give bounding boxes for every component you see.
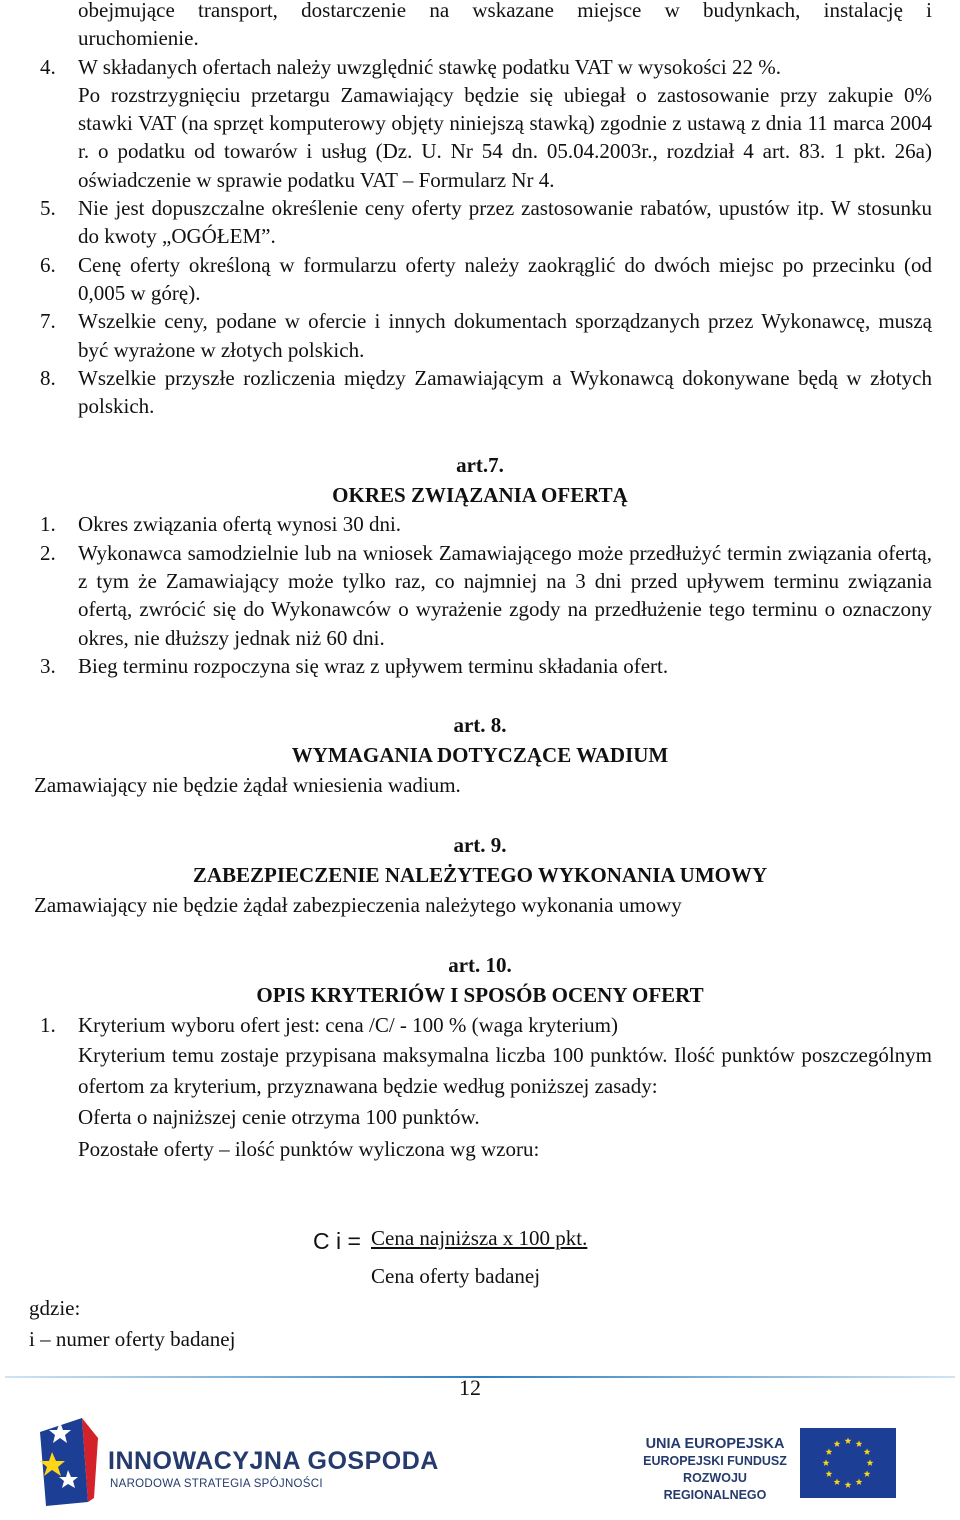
- criteria-description: Kryterium temu zostaje przypisana maksymalna liczba 100 punktów. Ilość punktów poszczególnym ofertom za kryterium, przyznawana będzie według poniższej zasady:: [78, 1043, 932, 1098]
- spacer: [0, 920, 960, 950]
- list-item-number: 1.: [40, 512, 56, 537]
- list-item-text: Cenę oferty określoną w formularzu oferty należy zaokrąglić do dwóch miejsc po przecinku (od 0,005 w górę).: [78, 252, 932, 305]
- list-item-text: Wszelkie przyszłe rozliczenia między Zamawiającym a Wykonawcą dokonywane będą w złotych polskich.: [78, 365, 932, 419]
- logo-right-text: [630, 1436, 800, 1504]
- list-item-text: Okres związania ofertą wynosi 30 dni.: [78, 512, 402, 537]
- article-8-title: WYMAGANIA DOTYCZĄCE WADIUM: [291, 743, 669, 768]
- article-7-title: OKRES ZWIĄZANIA OFERTĄ: [332, 483, 628, 508]
- list-item: [0, 194, 960, 251]
- list-item: [0, 364, 960, 421]
- list-item-text: Wykonawca samodzielnie lub na wniosek Zamawiającego może przedłużyć termin związania ofertą, z tym że Zamawiający może tylko raz, co najmniej na 3 dni przed upływem terminu związania ofertą, zwrócić się do Wykonawców o wyrażenie zgody na przedłużenie tego terminu o oznaczony okres, nie dłuższy jednak niż 60 dni.: [78, 540, 932, 650]
- list-item-text: W składanych ofertach należy uwzględnić stawkę podatku VAT w wysokości 22 %.: [78, 54, 781, 79]
- article-7-number: art.7.: [456, 453, 504, 478]
- list-item-number: 2.: [40, 540, 56, 565]
- formula-denominator: Cena oferty badanej: [371, 1264, 541, 1288]
- list-item-number: 6.: [40, 252, 56, 277]
- logo-left-subtitle: NARODOWA STRATEGIA SPÓJNOŚCI: [110, 1478, 323, 1490]
- list-item-text: Nie jest dopuszczalne określenie ceny oferty przez zastosowanie rabatów, upustów itp. W stosunku do kwoty „OGÓŁEM”.: [78, 196, 932, 249]
- list-item-text: Bieg terminu rozpoczyna się wraz z upływem terminu składania ofert.: [78, 653, 669, 678]
- list-item-text: Wszelkie ceny, podane w ofercie i innych dokumentach sporządzanych przez Wykonawcę, muszą być wyrażone w złotych polskich.: [78, 309, 932, 362]
- article-10-title: OPIS KRYTERIÓW I SPOSÓB OCENY OFERT: [256, 983, 704, 1008]
- article-10-number: art. 10.: [448, 953, 512, 978]
- list-item: [0, 251, 960, 308]
- eu-fund-logo: [630, 1428, 895, 1502]
- innowacyjna-gospodarka-logo: [38, 1412, 439, 1508]
- list-item-number: 4.: [40, 54, 56, 79]
- article-9-title: ZABEZPIECZENIE NALEŻYTEGO WYKONANIA UMOWY: [192, 863, 768, 888]
- list-item: [0, 307, 960, 364]
- criteria-lowest-price: Oferta o najniższej cenie otrzyma 100 punktów.: [78, 1105, 480, 1130]
- criteria-formula-intro: Pozostałe oferty – ilość punktów wyliczona wg wzoru:: [78, 1137, 540, 1162]
- article-8-number: art. 8.: [453, 713, 507, 738]
- logo-right-line-3: ROZWOJU REGIONALNEGO: [663, 1471, 767, 1502]
- spacer: [0, 420, 960, 450]
- article-8-text: Zamawiający nie będzie żądał wniesienia wadium.: [34, 773, 461, 798]
- list-item: [0, 1010, 960, 1040]
- intro-line-2: uruchomienie.: [78, 26, 199, 51]
- formula-lhs: C i =: [313, 1228, 361, 1254]
- eu-flag-icon: [800, 1428, 896, 1498]
- list-item: [0, 510, 960, 538]
- logo-right-line-2: EUROPEJSKI FUNDUSZ: [643, 1454, 787, 1468]
- list-item-number: 8.: [40, 365, 56, 390]
- list-item-text: Kryterium wyboru ofert jest: cena /C/ - 100 % (waga kryterium): [78, 1013, 619, 1038]
- intro-line-1: obejmujące transport, dostarczenie na wskazane miejsce w budynkach, instalację i: [78, 0, 932, 22]
- page-number: 12: [459, 1375, 481, 1400]
- star-flag-icon: [38, 1412, 102, 1506]
- logo-right-line-1: UNIA EUROPEJSKA: [645, 1436, 785, 1452]
- list-item-number: 1.: [40, 1013, 56, 1038]
- formula-where-label: gdzie:: [29, 1296, 81, 1320]
- list-item-number: 7.: [40, 309, 56, 334]
- formula-where-definition: i – numer oferty badanej: [29, 1327, 236, 1351]
- spacer: [0, 800, 960, 830]
- list-item: [0, 652, 960, 680]
- formula-numerator: Cena najniższa x 100 pkt.: [371, 1226, 588, 1250]
- article-9-text: Zamawiający nie będzie żądał zabezpieczenia należytego wykonania umowy: [34, 893, 682, 918]
- list-item-number: 3.: [40, 653, 56, 678]
- list-item: [0, 539, 960, 652]
- logo-left-title: INNOWACYJNA GOSPODA: [108, 1447, 439, 1475]
- spacer: [0, 680, 960, 710]
- vat-paragraph: Po rozstrzygnięciu przetargu Zamawiający będzie się ubiegał o zastosowanie przy zakupie 0% stawki VAT (na sprzęt komputerowy objęty niniejszą stawką) zgodnie z ustawą z dnia 11 marca 2004 r. o podatku od towarów i usług (Dz. U. Nr 54 dn. 05.04.2003r., rozdział 4 art. 83. 1 pkt. 26a) oświadczenie w sprawie podatku VAT – Formularz Nr 4.: [78, 82, 932, 192]
- list-item-number: 5.: [40, 196, 56, 221]
- article-9-number: art. 9.: [453, 833, 507, 858]
